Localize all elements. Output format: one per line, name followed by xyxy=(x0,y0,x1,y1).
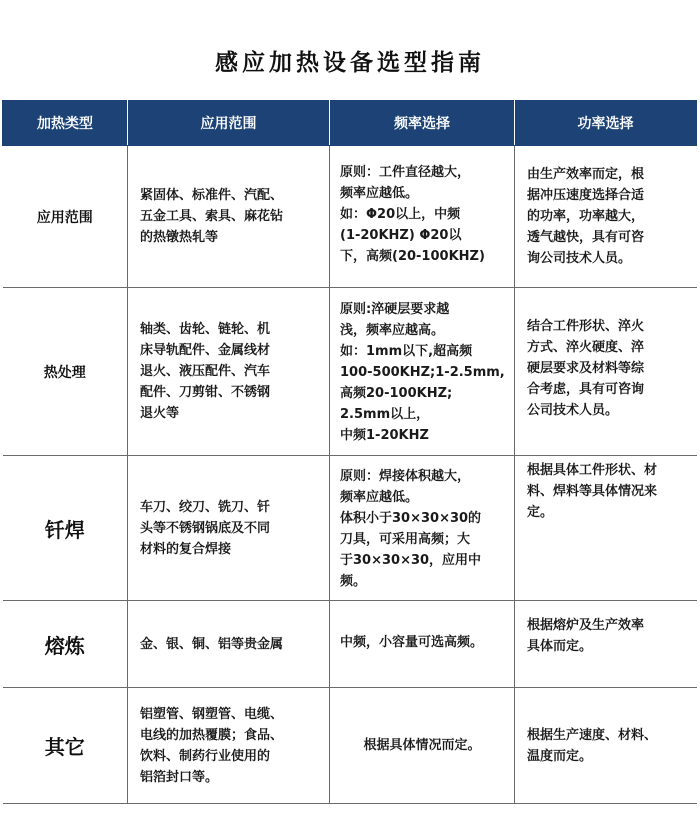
power-selection-text: 根据熔炉及生产效率 具体而定。 xyxy=(527,618,645,654)
power-selection-text: 结合工件形状、淬火 方式、淬火硬度、淬 硬层要求及材料等综 合考虑，具有可咨询 公司技术人员。 xyxy=(527,319,645,418)
table-row xyxy=(3,288,697,456)
table-header-row xyxy=(3,101,697,146)
table-row xyxy=(3,688,697,804)
application-range-text: 铝塑管、钢塑管、电缆、 电线的加热覆膜；食品、 饮料、制药行业使用的 铝箔封口等。 xyxy=(140,706,284,785)
heating-type-cell: 其它 xyxy=(3,688,128,804)
frequency-selection-text: 原则：工件直径越大， 频率应越低。 如：Φ20以上，中频 (1-20KHZ) Φ20以 下，高频(20-100KHZ) xyxy=(340,165,485,264)
power-selection-cell xyxy=(515,456,697,601)
application-range-cell xyxy=(128,601,330,688)
power-selection-cell xyxy=(515,688,697,804)
power-selection-cell xyxy=(515,288,697,456)
power-selection-cell xyxy=(515,601,697,688)
frequency-selection-cell xyxy=(330,456,515,601)
table-row xyxy=(3,146,697,288)
application-range-cell xyxy=(128,288,330,456)
table-row xyxy=(3,456,697,601)
table-row xyxy=(3,601,697,688)
frequency-selection-cell xyxy=(330,688,515,804)
page-title: 感应加热设备选型指南 xyxy=(215,50,485,76)
heating-type-cell: 热处理 xyxy=(3,288,128,456)
application-range-text: 金、银、铜、铝等贵金属 xyxy=(140,636,284,652)
heating-type-cell: 应用范围 xyxy=(3,146,128,288)
application-range-text: 紧固体、标准件、汽配、 五金工具、索具、麻花钻 的热镦热轧等 xyxy=(140,188,284,245)
frequency-selection-cell xyxy=(330,601,515,688)
heating-type-cell: 钎焊 xyxy=(3,456,128,601)
frequency-selection-text: 中频，小容量可选高频。 xyxy=(340,634,484,650)
power-selection-cell xyxy=(515,146,697,288)
application-range-cell xyxy=(128,456,330,601)
header-heating-type: 加热类型 xyxy=(3,101,128,146)
power-selection-text: 根据具体工件形状、材 料、焊料等具体情况来 定。 xyxy=(527,463,658,520)
frequency-selection-text: 原则:淬硬层要求越 浅，频率应越高。 如：1mm以下,超高频 100-500KHZ;1-2.5mm, 高频20-100KHZ; 2.5mm以上， 中频1-20KHZ xyxy=(340,302,505,443)
frequency-selection-cell xyxy=(330,288,515,456)
heating-type-cell: 熔炼 xyxy=(3,601,128,688)
application-range-cell xyxy=(128,146,330,288)
frequency-selection-cell xyxy=(330,146,515,288)
application-range-text: 轴类、齿轮、链轮、机 床导轨配件、金属线材 退火、液压配件、汽车 配件、刀剪钳、不锈钢 退火等 xyxy=(140,322,271,421)
header-frequency-selection: 频率选择 xyxy=(330,101,515,146)
power-selection-text: 根据生产速度、材料、 温度而定。 xyxy=(527,727,658,764)
header-application-range: 应用范围 xyxy=(128,101,330,146)
header-power-selection: 功率选择 xyxy=(515,101,697,146)
application-range-cell xyxy=(128,688,330,804)
power-selection-text: 由生产效率而定，根 据冲压速度选择合适 的功率，功率越大， 透气越快，具有可咨 询公司技术人员。 xyxy=(527,167,645,266)
application-range-text: 车刀、绞刀、铣刀、钎 头等不锈钢锅底及不同 材料的复合焊接 xyxy=(140,499,271,557)
frequency-selection-text: 根据具体情况而定。 xyxy=(363,738,481,753)
frequency-selection-text: 原则：焊接体积越大， 频率应越低。 体积小于30×30×30的 刀具，可采用高频；大 于30×30×30，应用中 频。 xyxy=(340,469,482,589)
selection-guide-table xyxy=(2,100,697,804)
